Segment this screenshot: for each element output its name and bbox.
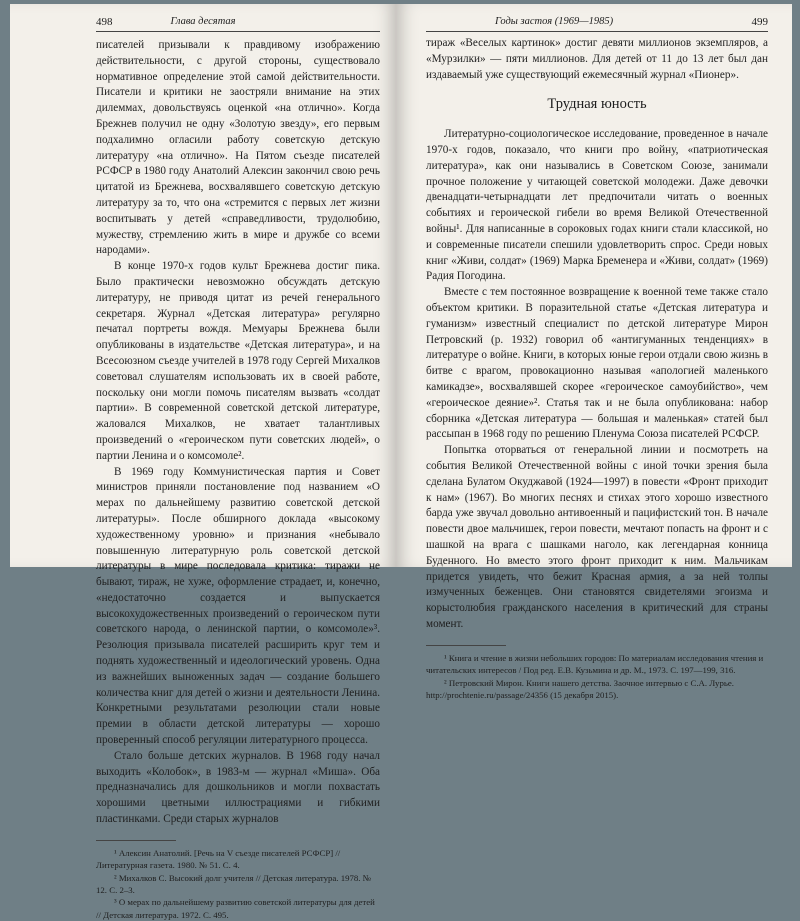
footnote: ² Петровский Мирон. Книги нашего детства. Заочное интервью с С.А. Лурье. http://prochtenie.ru/passage/24356 (15 декабря 2015). [426,677,734,700]
footnote: ² Михалков С. Высокий долг учителя // Детская литература. 1978. № 12. С. 2–3. [96,872,372,896]
header-rule [426,31,768,32]
paragraph: писателей призывали к правдивому изображению действительности, с другой стороны, существовало нормативное определение этой самой действительности. Писатели и критики не заостряли внимание на этих дилеммах, довольствуясь оценкой «на отлично». Когда Брежнев получил не одну «Золотую звезду», его первым подхалимно огласили работу советскую детскую литературу «на отлично». На Пятом съезде писателей РСФСР в 1980 году Анатолий Алексин закончил свою речь цитатой из Брежнева, восхвалявшего советскую детскую литературу за то, что она «стремится с первых лет жизни воспитывать у детей «справедливости, трудолюбию, мужеству, стремлению жить в мире и дружбе со всеми народами». [96,39,380,257]
footnote: ³ О мерах по дальнейшему развитию советской литературы для детей // Детская литература. 1972. С. 495. [96,897,375,920]
footnote: ¹ Книга и чтение в жизни небольших городов: По материалам исследования чтения и читательских интересов / Под ред. Е.В. Кузьмина и др. М., 1973. С. 197—199, 316. [426,652,764,676]
paragraph: Попытка оторваться от генеральной линии и посмотреть на события Великой Отечественной войны с иной точки зрения была сделана Булатом Окуджавой (1924—1997) в повести «Фронт приходит к нам» (1967). Во многих песнях и стихах этого хорошо известного барда уже звучал довольно антивоенный и пацифистский тон. В начале повести двое мальчишек, герои повести, мечтают попасть на фронт и с шашкой на врага с шашками наголо, как легендарная конница Буденного. Но вместо этого фронт приходит к ним. Мальчикам придется увидеть, что бежит Красная армия, а за ней толпы измученных беженцев. Они становятся свидетелями эгоизма и корыстолюбия гражданского населения в критический для страны момент. [426,444,768,630]
running-title: Годы застоя (1969—1985) [494,16,614,27]
right-page-body [426,36,768,701]
right-page [396,4,792,700]
paragraph: Литературно-социологическое исследование, проведенное в начале 1970-х годов, показало, что книги про войну, «патриотическая литература», как они назывались в Советском Союзе, занимали прочное положение у читающей советской молодежи. Даже девочки двенадцати-четырнадцати лет предпочитали читать о военных событиях и героической гибели во время Великой Отечественной войны¹. Для написанные в сороковых годах книги стали классикой, но и современные писатели спешили удовлетворить спрос. Среди новых книг «Живи, солдат» (1969) Марка Бременера и «Живи, солдат» (1969) Радия Погодина. [426,128,768,283]
paragraph: Вместе с тем постоянное возвращение к военной теме также стало объектом критики. В поразительной статье «Детская литература и гуманизм» известный специалист по детской литературе Мирон Петровский (р. 1932) говорил об «антигуманных тенденциях» в литературе о войне. Книги, в которых юные герои отдали свою жизнь в битве с врагом, провокационно называя «апологией маленького камикадзе», восхвалявшей скорее «героическое самоубийство», чем «героическое деяние»². Статья так и не была опубликована: набор сборника «Детская литература — большая и маленькая» статей был рассыпан в 1968 году по решению Пленума Союза писателей РСФСР. [426,286,768,441]
footnote-rule [96,840,176,841]
page-number: 498 [96,16,113,28]
header-rule [96,31,380,32]
page-number: 499 [751,16,768,28]
paragraph: Стало больше детских журналов. В 1968 году начал выходить «Колобок», в 1983-м — журнал «Миша». Оба предназначались для дошкольников и могли похвастать хорошими цветными иллюстрациями и гибкими пластинками. Среди старых журналов [96,749,380,826]
right-page-header [396,12,792,32]
footnote-rule [426,645,506,646]
section-heading: Трудная юность [547,96,647,113]
left-page-header [10,12,396,32]
paragraph: В 1969 году Коммунистическая партия и Совет министров приняли постановление под названием «О мерах по дальнейшему развитию советской детской литературы». После обширного доклада «высокому художественному уровню» и признания «небывало повышенную литературную роль советской детской литературы в мире последовала критика: тиражи не бывают, тираж, не хуже, оформление страдает, и, конечно, «недостаточно создается и выпускается высокохудожественных произведений о героическом пути советского народа, о ленинской партии, о комсомоле»³. Резолюция призывала писателей расширить круг тем и поднять художественный и идеологический уровень. Одна из важнейших выноженных задач — создание большего количества книг для детей о жизни и деятельности Ленина. Конкретными результатами резолюции стали новые премии в области детской литературы — хорошо проверенный способ регуляции литературного процесса. [96,465,380,747]
left-page-body [96,38,380,921]
left-page [10,4,396,920]
paragraph: тираж «Веселых картинок» достиг девяти миллионов экземпляров, а «Мурзилки» — пяти миллионов. Для детей от 11 до 13 лет был дан издаваемый уже существующий ежемесячный журнал «Пионер». [426,37,768,81]
running-title: Глава десятая [170,16,236,27]
footnote: ¹ Алексин Анатолий. [Речь на V съезде писателей РСФСР] // Литературная газета. 1980. № 51. С. 4. [96,847,341,871]
paragraph: В конце 1970-х годов культ Брежнева достиг пика. Было практически невозможно обсуждать детскую литературу, не приводя цитат из речей генерального секретаря. Журнал «Детская литература» регулярно печатал портреты вождя. Мемуары Брежнева были опубликованы в издательстве «Детская литература», и на Всесоюзном съезде учителей в 1978 году Сергей Михалков советовал слушателям использовать их в своей работе, поскольку они могли помочь писателям вызвать «солдат партии». В современной советской детской литературе, жаловался Михалков, не хватает талантливых произведений о «героическом пути советских людей», о партии Ленина и о комсомоле². [96,260,380,462]
